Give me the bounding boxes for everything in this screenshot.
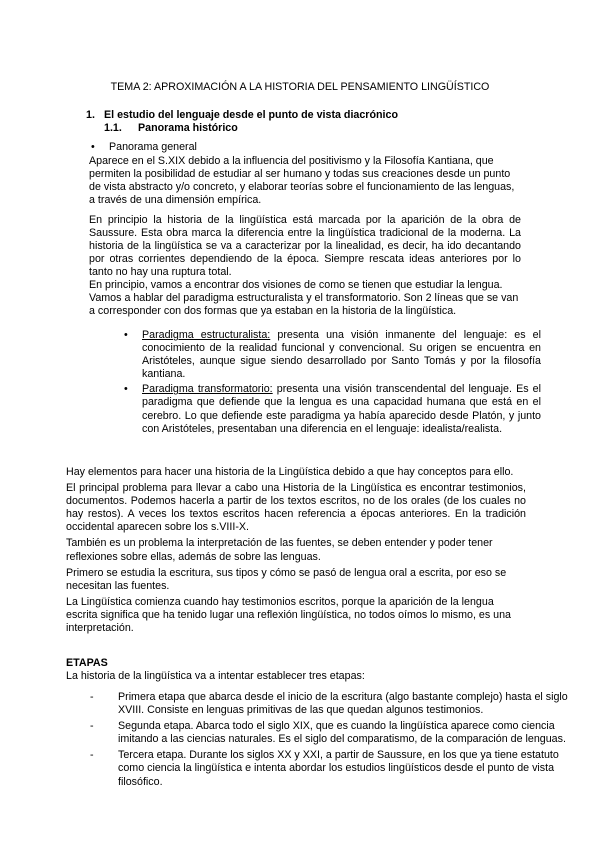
body-paragraph: Hay elementos para hacer una historia de la Lingüística debido a que hay conceptos para ello.	[66, 466, 514, 478]
dash-marker: -	[90, 720, 94, 733]
body-paragraph: La Lingüística comienza cuando hay testimonios escritos, porque la aparición de la lengua escrita significa que ha tenido lugar una reflexión lingüística, no todos oímos lo mismo, es una interpretación.	[66, 595, 511, 635]
body-paragraphs	[66, 466, 526, 635]
section-1-1-number: 1.1.	[104, 122, 122, 134]
paradigm-item-transformatorio	[124, 383, 541, 435]
etapa-item	[90, 720, 568, 746]
paradigm-item-estructuralista	[124, 329, 541, 381]
body-paragraph: También es un problema la interpretación de las fuentes, se deben entender y poder tener reflexiones sobre ellas, además de sobre las lenguas.	[66, 537, 493, 563]
body-paragraph: El principal problema para llevar a cabo una Historia de la Lingüística es encontrar testimonios, documentos. Podemos hacerla a partir de los textos escritos, no de los orales (de los cuales no hay restos). A veces los textos escritos hacen referencia a épocas anteriores. En la tradición occidental aparecen sobre los s.VIII-X.	[66, 482, 526, 534]
etapa-item	[90, 691, 568, 717]
paradigm-term: Paradigma estructuralista:	[142, 329, 271, 341]
etapa-text: Primera etapa que abarca desde el inicio de la escritura (algo bastante complejo) hasta el siglo XVIII. Consiste en lenguas primitivas de las que quedan algunos testimonios.	[118, 691, 568, 717]
body-paragraph: Primero se estudia la escritura, sus tipos y cómo se pasó de lengua oral a escrita, por eso se necesitan las fuentes.	[66, 566, 507, 592]
panorama-general-item	[91, 141, 197, 154]
bullet-icon: •	[91, 141, 95, 153]
paradigm-term: Paradigma transformatorio:	[142, 383, 273, 396]
section-1-1-title: Panorama histórico	[138, 122, 238, 134]
paradigm-description: presenta una visión transcendental del lenguaje. Es el paradigma que defiende que la lengua es una capacidad humana que está en el cerebro. Lo que defiende este paradigma ya había aparecido desde Platón, y junto con Aristóteles, presentaban una diferencia en el lenguaje: idealista/realista.	[142, 383, 541, 435]
paradigm-description: presenta una visión inmanente del lenguaje: es el conocimiento de la realidad funcional y convencional. Su origen se encuentra en Aristóteles, aunque sigue siendo desarrollado por Santo Tomás y por la filosofía kantiana.	[142, 329, 541, 381]
etapas-list	[90, 691, 568, 789]
bullet-icon: •	[124, 329, 128, 341]
section-1-number: 1.	[86, 109, 95, 121]
intro-paragraph-2: En principio la historia de la lingüística está marcada por la aparición de la obra de Saussure. Esta obra marca la diferencia entre la lingüística tradicional de la moderna. La historia de la lingüística se va a caracterizar por la linealidad, es decir, ha ido decantando por otras corrientes dependiendo de la época. Siempre rescata ideas anteriores por lo tanto no hay una ruptura total.	[89, 214, 521, 279]
intro-paragraph-3: En principio, vamos a encontrar dos visiones de como se tienen que estudiar la lengua. Vamos a hablar del paradigma estructuralista y el transformatorio. Son 2 líneas que se van a corresponder con dos formas que ya estaban en la historia de la lingüística.	[89, 279, 519, 318]
document-title: TEMA 2: APROXIMACIÓN A LA HISTORIA DEL PENSAMIENTO LINGÜÍSTICO	[110, 81, 490, 93]
etapas-heading: ETAPAS	[66, 657, 108, 669]
etapa-text: Segunda etapa. Abarca todo el siglo XIX, que es cuando la lingüística aparece como ciencia imitando a las ciencias naturales. Es el siglo del comparatismo, de la comparación de lenguas.	[118, 720, 566, 746]
section-1-title: El estudio del lenguaje desde el punto de vista diacrónico	[104, 109, 398, 121]
etapa-item	[90, 749, 568, 788]
section-1-heading	[86, 109, 398, 122]
dash-marker: -	[90, 749, 94, 762]
section-1-1-heading	[104, 122, 238, 135]
paradigm-list	[124, 329, 541, 436]
bullet-icon: •	[124, 383, 128, 396]
dash-marker: -	[90, 691, 94, 703]
etapas-intro: La historia de la lingüística va a intentar establecer tres etapas:	[66, 670, 365, 682]
intro-paragraph-1: Aparece en el S.XIX debido a la influencia del positivismo y la Filosofía Kantiana, que permiten la posibilidad de estudiar al ser humano y todas sus creaciones desde un punto de vista abstracto y/o concreto, y elaborar teorías sobre el funcionamiento de las lenguas, a través de una dimensión empírica.	[89, 155, 515, 207]
panorama-general-label: Panorama general	[109, 141, 197, 153]
etapa-text: Tercera etapa. Durante los siglos XX y XXI, a partir de Saussure, en los que ya tiene estatuto como ciencia la lingüística e intenta abordar los estudios lingüísticos desde el punto de vista filosófico.	[118, 749, 559, 788]
